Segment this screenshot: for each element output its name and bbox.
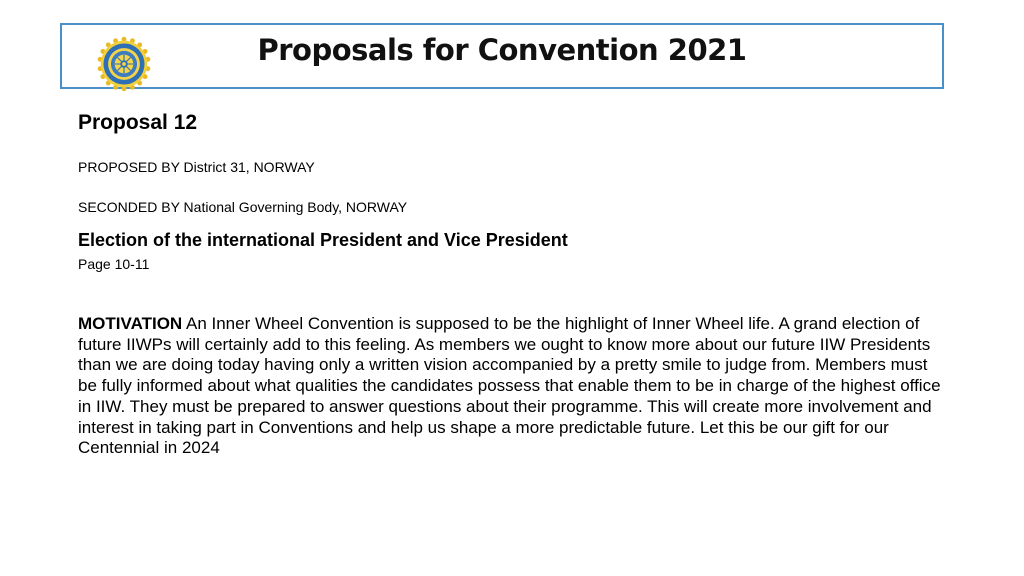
- motivation-paragraph: [78, 314, 948, 459]
- header-box: [60, 23, 944, 89]
- motivation-text: An Inner Wheel Convention is supposed to be the highlight of Inner Wheel life. A grand election of future IIWPs will certainly add to this feeling. As members we ought to know more about our future IIW Presidents than we are doing today having only a written vision accompanied by a pretty smile to judge from. Members must be fully informed about what qualities the candidates possess that enable them to be in charge of the highest office in IIW. They must be prepared to answer questions about their programme. This will create more involvement and interest in taking part in Conventions and help us shape a more predictable future. Let this be our gift for our Centennial in 2024: [78, 314, 941, 458]
- proposal-content: [78, 110, 958, 459]
- page-reference: Page 10-11: [78, 256, 150, 272]
- motivation-label: MOTIVATION: [78, 314, 183, 333]
- seconded-by: SECONDED BY National Governing Body, NORWAY: [78, 199, 408, 215]
- proposed-by: PROPOSED BY District 31, NORWAY: [78, 159, 315, 175]
- page-title: Proposals for Convention 2021: [257, 33, 747, 67]
- proposal-number: Proposal 12: [78, 111, 198, 134]
- proposal-subject: Election of the international President and Vice President: [78, 230, 568, 250]
